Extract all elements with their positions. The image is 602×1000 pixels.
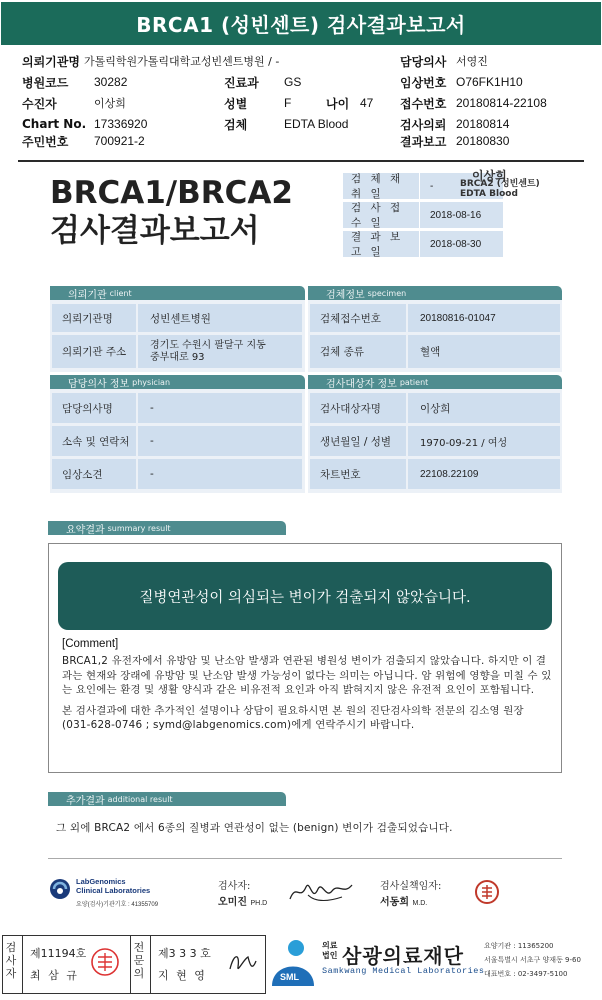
cell-value: 경기도 수원시 팔달구 지동 중부대로 93 [138, 335, 302, 368]
cell-label: 검체 종류 [310, 335, 406, 368]
comment-title: [Comment] [62, 638, 119, 650]
summary-result-text: 질병연관성이 의심되는 변이가 검출되지 않았습니다. [139, 589, 471, 606]
cell-label: 의뢰기관 주소 [52, 335, 136, 368]
banner-title: BRCA1 (성빈센트) 검사결과보고서 [136, 13, 466, 37]
summary-section-header [48, 521, 286, 535]
row-specimen [224, 115, 348, 133]
tester-signature-icon [286, 873, 356, 907]
summary-result-banner [58, 562, 552, 630]
specimen-header-en: specimen [367, 288, 407, 298]
row-chart [22, 115, 147, 133]
director-label: 검사실책임자: [380, 881, 442, 892]
physician-header-ko: 담당의사 정보 [68, 378, 130, 390]
physician-row-contact [52, 426, 302, 456]
lab-name-line2: Clinical Laboratories [76, 886, 151, 895]
comment-paragraph: 본 검사결과에 대한 추가적인 설명이나 상담이 필요하시면 본 원의 진단검사의학 전문의 김소영 원장 (031-628-0746 ; symd@labgenomics.com)에게 연락주시기 바랍니다. [62, 704, 524, 731]
clinic-label: 임상번호 [400, 75, 447, 90]
patient-row-chart [310, 459, 560, 489]
cell-value: 22108.22109 [408, 459, 560, 489]
lab-name-line1: LabGenomics [76, 877, 126, 886]
cell-label: 차트번호 [310, 459, 406, 489]
chart-value: 17336920 [94, 117, 148, 131]
row-sex [224, 94, 373, 112]
report-label: 결과보고 [400, 134, 447, 149]
lab-code: 요양(검사)기관기호 : 41355709 [76, 902, 159, 908]
additional-header-en: additional result [107, 794, 173, 804]
cell-label: 의뢰기관명 [52, 304, 136, 332]
patient-header-en: patient [399, 377, 429, 387]
tester-license-no: 제11194호 [30, 947, 87, 960]
cell-label: 소속 및 연락처 [52, 426, 136, 456]
cell-label: 담당의사명 [52, 393, 136, 423]
specimen-row-type [310, 335, 560, 368]
stamp-name: 이상희 [472, 169, 507, 183]
clinic-value: O76FK1H10 [456, 75, 523, 89]
client-row-address [52, 335, 302, 368]
request-value: 20180814 [456, 117, 510, 131]
org-name: 삼광의료재단 [342, 944, 464, 968]
row-dept [224, 73, 301, 91]
cell-label: 임상소견 [52, 459, 136, 489]
tester-vlabel-text: 검사자 [5, 941, 17, 980]
summary-header-en: summary result [107, 523, 171, 533]
labgenomics-logo-icon [48, 877, 72, 901]
org-code: 요양기관 : 11365200 [484, 942, 554, 950]
specimen-header-ko: 검체정보 [326, 289, 365, 301]
date-row-report [343, 231, 503, 257]
patient-section-header [308, 375, 562, 389]
cell-value: 이상희 [408, 393, 560, 423]
director-name-text: 서동희 [380, 897, 409, 908]
doctor-signature-icon [226, 947, 260, 977]
client-section-header [50, 286, 305, 300]
sml-logo-text: SML [280, 972, 299, 982]
row-report [400, 132, 509, 150]
cell-value: - [138, 459, 302, 489]
row-request [400, 115, 509, 133]
specimen-value: EDTA Blood [284, 117, 349, 131]
row-clinic [400, 73, 523, 91]
dept-value: GS [284, 75, 302, 89]
tester-vertical-label [5, 941, 19, 980]
code-value: 30282 [94, 75, 128, 89]
strip-divider [22, 935, 23, 994]
cell-value: - [138, 426, 302, 456]
cell-value: - [138, 393, 302, 423]
doctor-label: 담당의사 [400, 54, 447, 69]
hospital-value: 가톨릭학원가톨릭대학교성빈센트병원 / - [84, 55, 280, 68]
tester-title: PH.D [250, 900, 268, 907]
patient-stamp [460, 171, 540, 199]
report-title-line1: BRCA1/BRCA2 [50, 175, 293, 211]
strip-divider [150, 935, 151, 994]
physician-header-en: physician [132, 377, 171, 387]
cell-value: 20180816-01047 [408, 304, 560, 332]
org-name-en: Samkwang Medical Laboratories [322, 966, 485, 976]
rrn-label: 주민번호 [22, 134, 69, 149]
hospital-label: 의뢰기관명 [22, 54, 80, 69]
cell-label: 검체접수번호 [310, 304, 406, 332]
tester-name [218, 893, 267, 908]
patient-row-birth [310, 426, 560, 456]
tester-name-text: 오미진 [218, 897, 247, 908]
patient-header-ko: 검사대상자 정보 [326, 378, 397, 390]
sml-logo-icon [270, 936, 316, 988]
specimen-label: 검체 [224, 117, 248, 132]
patient-label: 수진자 [22, 96, 57, 111]
stamp-line2: EDTA Blood [460, 189, 518, 199]
receipt-label: 접수번호 [400, 96, 447, 111]
cell-value: 1970-09-21 / 여성 [408, 426, 560, 456]
report-value: 20180830 [456, 134, 510, 148]
tester-name: 최 삼 규 [30, 969, 79, 982]
director-seal-icon [474, 879, 500, 905]
cell-value: 성빈센트병원 [138, 304, 302, 332]
rrn-value: 700921-2 [94, 134, 145, 148]
row-hospital [22, 52, 279, 70]
date-value: 2018-08-16 [419, 202, 481, 228]
patient-row-name [310, 393, 560, 423]
physician-row-findings [52, 459, 302, 489]
request-label: 검사의뢰 [400, 117, 447, 132]
date-label: 검 사 접 수 일 [351, 202, 404, 229]
date-value: - [419, 173, 433, 199]
summary-header-ko: 요약결과 [66, 524, 105, 536]
org-phone: 대표번호 : 02-3497-5100 [484, 970, 568, 978]
cell-label: 생년월일 / 성별 [310, 426, 406, 456]
sex-value: F [284, 96, 292, 110]
date-row-receive [343, 202, 503, 228]
additional-section-header [48, 792, 286, 806]
director-title: M.D. [412, 900, 428, 907]
stamp-line1: BRCA2 (성빈센트) [460, 179, 540, 189]
specimen-section-header [308, 286, 562, 300]
date-label: 결 과 보 고 일 [351, 231, 404, 258]
specimen-row-number [310, 304, 560, 332]
code-label: 병원코드 [22, 75, 69, 90]
doctor-vertical-label [133, 941, 147, 980]
report-title-line2: 검사결과보고서 [50, 213, 260, 249]
cell-label: 검사대상자명 [310, 393, 406, 423]
receipt-value: 20180814-22108 [456, 96, 547, 110]
date-value: 2018-08-30 [419, 231, 481, 257]
date-label: 검 체 채 취 일 [351, 173, 404, 200]
header-divider [18, 160, 584, 162]
org-address: 서울특별시 서초구 양재동 9-60 [484, 956, 581, 964]
client-header-en: client [109, 288, 132, 298]
sex-label: 성별 [224, 96, 248, 111]
row-receipt [400, 94, 547, 112]
org-type-line2: 법인 [322, 951, 338, 960]
physician-row-name [52, 393, 302, 423]
tester-label: 검사자: [218, 881, 251, 892]
row-code [22, 73, 127, 91]
lab-name [76, 877, 150, 895]
additional-result-text: 그 외에 BRCA2 에서 6종의 질병과 연관성이 없는 (benign) 변이가 검출되었습니다. [56, 822, 453, 834]
report-footer-divider [48, 858, 562, 859]
report-banner [1, 2, 601, 45]
doctor-value: 서영진 [456, 55, 488, 68]
dept-label: 진료과 [224, 75, 259, 90]
comment-paragraph: BRCA1,2 유전자에서 유방암 및 난소암 발생과 연관된 병원성 변이가 검출되지 않았습니다. 하지만 이 결과는 현재와 장래에 유방암 및 난소암 발생 가능성이 없다는 의미는 아닙니다. 암 위험에 영향을 미칠 수 있는 요인에는 환경 및 생활 양식과 같은 비유전적 요인과 아직 밝혀지지 않은 유전적 요인이 포함됩니다. [62, 655, 552, 696]
org-type-line1: 의료 [322, 941, 338, 950]
cell-value: 혈액 [408, 335, 560, 368]
tester-seal-icon [90, 947, 120, 977]
row-patient [22, 94, 126, 112]
doctor-vlabel-text: 전문의 [133, 941, 145, 980]
client-header-ko: 의뢰기관 [68, 289, 107, 301]
strip-divider [130, 935, 131, 994]
physician-section-header [50, 375, 305, 389]
comment-body [62, 654, 552, 739]
row-rrn [22, 132, 145, 150]
org-type [322, 941, 337, 961]
age-label: 나이 [326, 96, 350, 111]
row-doctor [400, 52, 488, 70]
patient-value: 이상희 [94, 97, 126, 110]
client-row-name [52, 304, 302, 332]
additional-header-ko: 추가결과 [66, 795, 105, 807]
doctor-license-no: 제3 3 3 호 [158, 947, 211, 960]
age-value: 47 [360, 96, 374, 110]
embedded-report [18, 165, 584, 923]
chart-label: Chart No. [22, 117, 87, 131]
director-name [380, 893, 427, 908]
doctor-name: 지 현 영 [158, 969, 207, 982]
